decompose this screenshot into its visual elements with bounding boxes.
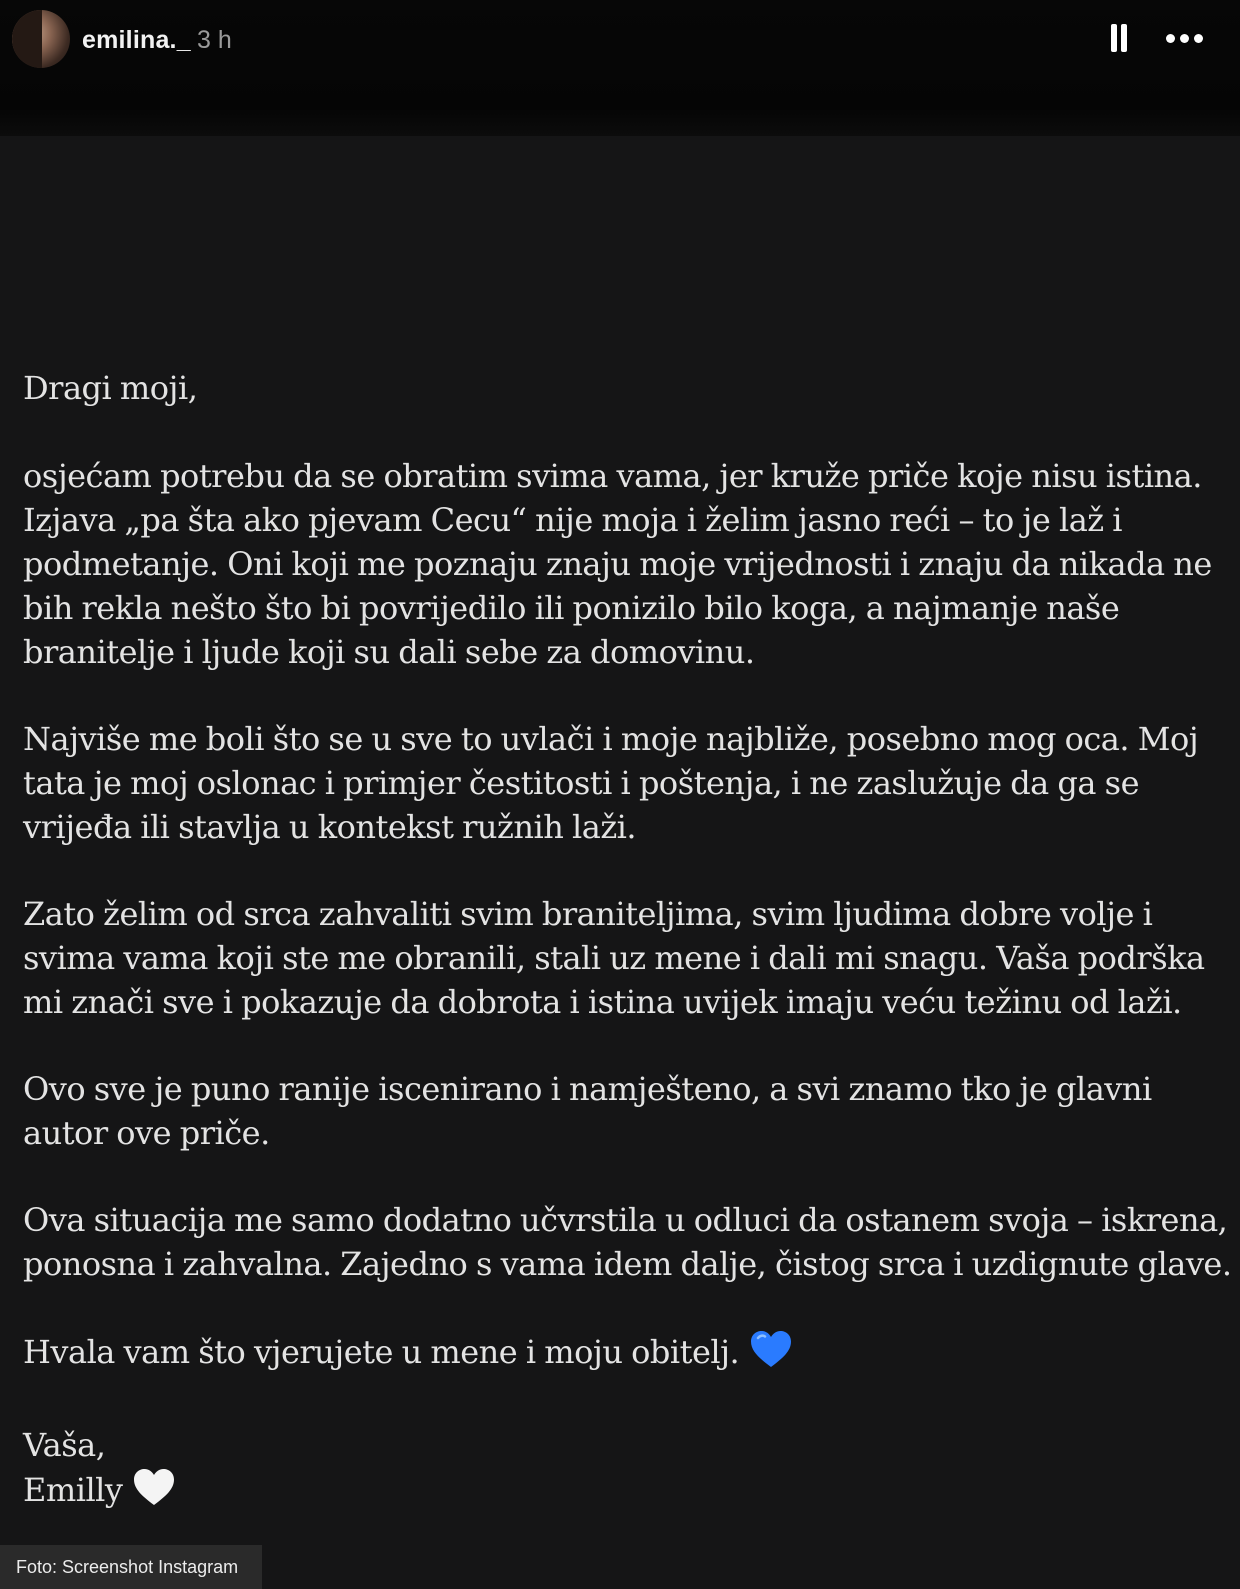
profile-avatar[interactable] <box>12 10 70 68</box>
more-options-button[interactable] <box>1162 22 1208 56</box>
dot <box>1166 34 1175 43</box>
letter-paragraph: Ova situacija me samo dodatno učvrstila u odluci da ostanem svoja – iskrena, ponosna i zahvalna. Zajedno s vama idem dalje, čistog srca i uzdignute glave. <box>23 1201 1232 1283</box>
dot <box>1194 34 1203 43</box>
story-letter <box>23 366 1237 1518</box>
letter-thanks: Hvala vam što vjerujete u mene i moju obitelj. <box>23 1333 740 1371</box>
white-heart-icon <box>132 1467 176 1518</box>
letter-paragraph: Zato želim od srca zahvaliti svim braniteljima, svim ljudima dobre volje i svima vama koji ste me obranili, stali uz mene i dali mi snagu. Vaša podrška mi znači sve i pokazuje da dobrota i istina uvijek imaju veću težinu od laži. <box>23 895 1205 1021</box>
letter-greeting: Dragi moji, <box>23 369 198 407</box>
avatar-hair <box>12 10 42 68</box>
story-header <box>0 0 1240 136</box>
letter-signoff: Vaša, <box>23 1426 106 1464</box>
pause-button[interactable] <box>1106 22 1132 56</box>
letter-paragraph: Najviše me boli što se u sve to uvlači i moje najbliže, posebno mog oca. Moj tata je moj oslonac i primjer čestitosti i poštenja, i ne zaslužuje da ga se vrijeđa ili stavlja u kontekst ružnih laži. <box>23 720 1199 846</box>
dot <box>1180 34 1189 43</box>
letter-closing <box>23 1423 1237 1518</box>
letter-paragraph: osjećam potrebu da se obratim svima vama, jer kruže priče koje nisu istina. Izjava „pa šta ako pjevam Cecu“ nije moja i želim jasno reći – to je laž i podmetanje. Oni koji me poznaju znaju moje vrijednosti i znaju da nikada ne bih rekla nešto što bi povrijedilo ili ponizilo bilo koga, a najmanje naše branitelje i ljude koji su dali sebe za domovinu. <box>23 457 1212 671</box>
photo-credit: Foto: Screenshot Instagram <box>0 1545 262 1589</box>
letter-paragraph: Ovo sve je puno ranije iscenirano i namješteno, a svi znamo tko je glavni autor ove priče. <box>23 1070 1152 1152</box>
letter-signature: Emilly <box>23 1471 123 1509</box>
pause-bar-left <box>1111 24 1117 52</box>
pause-bar-right <box>1121 24 1127 52</box>
story-timestamp: 3 h <box>197 26 232 54</box>
blue-heart-icon <box>749 1329 793 1380</box>
username[interactable]: emilina._ <box>82 26 191 54</box>
letter-thanks-line <box>23 1329 1237 1380</box>
